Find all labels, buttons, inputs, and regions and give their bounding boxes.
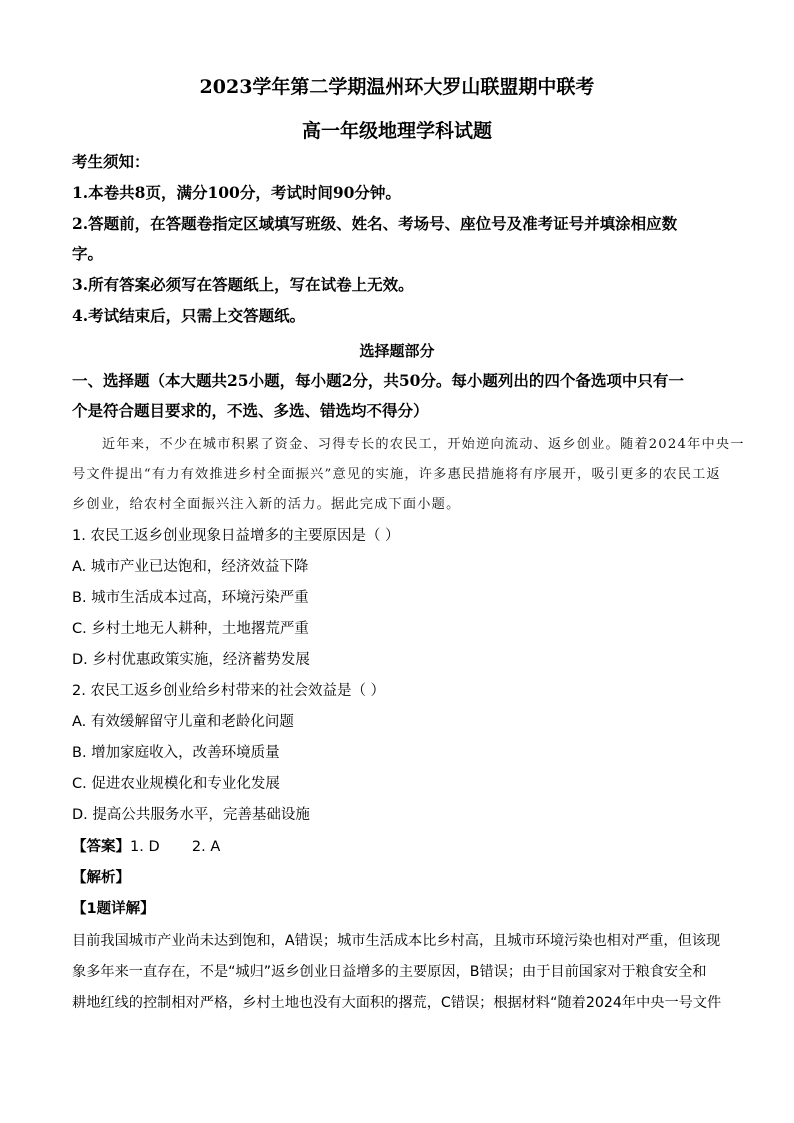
analysis-tag: 【解析】 [72, 870, 130, 886]
notice-item: 3.所有答案必须写在答题纸上，写在试卷上无效。 [72, 275, 414, 294]
passage-line: 乡创业，给农村全面振兴注入新的活力。据此完成下面小题。 [72, 497, 461, 512]
passage-line: 号文件提出“有力有效推进乡村全面振兴”意见的实施，许多惠民措施将有序展开，吸引更多的农民工返 [72, 467, 721, 482]
exam-subtitle: 高一年级地理学科试题 [301, 120, 492, 142]
question-option: A. 有效缓解留守儿童和老龄化问题 [72, 714, 294, 730]
notice-item: 字。 [72, 244, 104, 263]
section-instructions: 一、选择题（本大题共25小题，每小题2分，共50分。每小题列出的四个备选项中只有一 [72, 371, 684, 390]
answer-text: 1. D 2. A [130, 839, 221, 855]
analysis-detail-tag: 【1题详解】 [72, 901, 155, 917]
question-option: D. 提高公共服务水平，完善基础设施 [72, 807, 310, 823]
question-option: A. 城市产业已达饱和，经济效益下降 [72, 559, 309, 575]
section-label: 选择题部分 [359, 342, 435, 360]
notice-item: 1.本卷共8页，满分100分，考试时间90分钟。 [72, 183, 401, 202]
section-instructions: 个是符合题目要求的，不选、多选、错选均不得分） [72, 401, 429, 420]
analysis-line: 目前我国城市产业尚未达到饱和，A错误；城市生活成本比乡村高，且城市环境污染也相对严重，但该现 [72, 933, 721, 949]
question-option: B. 增加家庭收入，改善环境质量 [72, 745, 280, 761]
exam-title: 2023学年第二学期温州环大罗山联盟期中联考 [199, 76, 595, 98]
passage-line: 近年来，不少在城市积累了资金、习得专长的农民工，开始逆向流动、返乡创业。随着2024年中央一 [102, 437, 745, 452]
question-option: B. 城市生活成本过高，环境污染严重 [72, 590, 309, 606]
answer-tag: 【答案】 [72, 839, 130, 855]
notice-heading: 考生须知： [72, 152, 150, 171]
notice-item: 4.考试结束后，只需上交答题纸。 [72, 306, 306, 325]
analysis-line: 象多年来一直存在，不是“城归”返乡创业日益增多的主要原因，B错误；由于目前国家对于粮食安全和 [72, 964, 707, 980]
question-option: C. 乡村土地无人耕种，土地撂荒严重 [72, 621, 309, 637]
question-stem: 2. 农民工返乡创业给乡村带来的社会效益是（ ） [72, 683, 386, 699]
analysis-line: 耕地红线的控制相对严格，乡村土地也没有大面积的撂荒，C错误；根据材料“随着2024年中央一号文件 [72, 995, 722, 1011]
notice-item: 2.答题前，在答题卷指定区域填写班级、姓名、考场号、座位号及准考证号并填涂相应数 [72, 214, 678, 233]
question-option: D. 乡村优惠政策实施，经济蓄势发展 [72, 652, 310, 668]
answer-line [72, 835, 220, 856]
question-option: C. 促进农业规模化和专业化发展 [72, 776, 280, 792]
question-stem: 1. 农民工返乡创业现象日益增多的主要原因是（ ） [72, 528, 400, 544]
